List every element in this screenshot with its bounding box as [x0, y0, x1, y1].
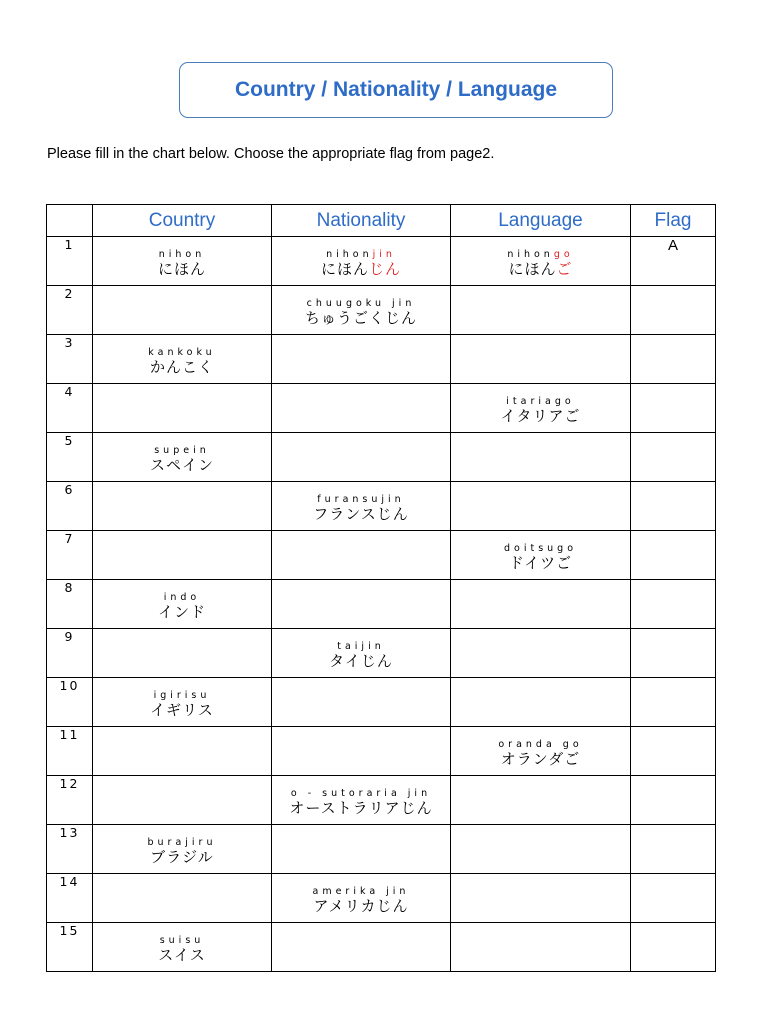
table-row [47, 482, 716, 531]
nationality-cell[interactable] [272, 727, 451, 776]
nationality-kana [272, 899, 450, 914]
language-romaji-suffix: go [553, 249, 574, 260]
flag-cell: A [631, 237, 716, 286]
nationality-cell [272, 874, 451, 923]
language-entry [451, 237, 630, 277]
language-kana-text: オランダご [500, 750, 581, 768]
nationality-entry [272, 776, 450, 816]
table-row [47, 727, 716, 776]
nationality-cell[interactable] [272, 531, 451, 580]
header-nationality: Nationality [272, 205, 451, 237]
nationality-kana-text: タイじん [329, 652, 393, 670]
header-country: Country [93, 205, 272, 237]
nationality-entry [272, 286, 450, 326]
nationality-kana [272, 801, 450, 816]
language-romaji-text: doitsugo [503, 543, 578, 554]
row-number: 7 [47, 531, 93, 580]
flag-cell[interactable] [631, 286, 716, 335]
table-row [47, 923, 716, 972]
flag-cell[interactable] [631, 384, 716, 433]
row-number: 1 [47, 237, 93, 286]
nationality-cell[interactable] [272, 433, 451, 482]
country-kana [93, 948, 271, 963]
nationality-kana-text: オーストラリアじん [289, 799, 433, 817]
row-number: 12 [47, 776, 93, 825]
country-kana [93, 458, 271, 473]
nationality-kana-suffix: じん [369, 260, 402, 278]
flag-cell[interactable] [631, 923, 716, 972]
language-cell[interactable] [451, 776, 631, 825]
row-number: 2 [47, 286, 93, 335]
table-body [47, 237, 716, 972]
country-cell[interactable] [93, 776, 272, 825]
nationality-cell[interactable] [272, 384, 451, 433]
nationality-cell [272, 629, 451, 678]
nationality-cell[interactable] [272, 825, 451, 874]
country-entry [93, 580, 271, 620]
language-kana [451, 409, 630, 424]
country-kana-text: スペイン [149, 456, 214, 474]
flag-cell[interactable] [631, 776, 716, 825]
country-entry [93, 923, 271, 963]
country-cell[interactable] [93, 727, 272, 776]
country-cell[interactable] [93, 874, 272, 923]
country-kana [93, 850, 271, 865]
country-romaji-text: nihon [158, 249, 206, 260]
country-romaji-text: indo [163, 592, 201, 603]
nationality-kana-text: アメリカじん [313, 897, 409, 915]
flag-cell[interactable] [631, 629, 716, 678]
country-cell [93, 433, 272, 482]
flag-cell[interactable] [631, 433, 716, 482]
language-kana [451, 262, 630, 277]
row-number: 14 [47, 874, 93, 923]
country-kana-text: スイス [158, 946, 206, 964]
row-number: 9 [47, 629, 93, 678]
country-entry [93, 335, 271, 375]
language-cell [451, 727, 631, 776]
language-kana-text: イタリアご [500, 407, 581, 425]
language-romaji-text: oranda go [498, 739, 583, 750]
table-row [47, 433, 716, 482]
flag-cell[interactable] [631, 678, 716, 727]
country-cell[interactable] [93, 531, 272, 580]
nationality-cell[interactable] [272, 580, 451, 629]
country-romaji-text: supein [154, 445, 210, 456]
language-cell [451, 384, 631, 433]
country-cell [93, 237, 272, 286]
country-cell[interactable] [93, 286, 272, 335]
country-cell [93, 923, 272, 972]
nationality-kana-text: にほん [320, 260, 369, 278]
language-cell[interactable] [451, 678, 631, 727]
instructions-text: Please fill in the chart below. Choose the appropriate flag from page2. [47, 146, 495, 162]
row-number: 8 [47, 580, 93, 629]
row-number: 3 [47, 335, 93, 384]
nationality-cell [272, 776, 451, 825]
language-cell[interactable] [451, 825, 631, 874]
row-number: 11 [47, 727, 93, 776]
nationality-cell [272, 286, 451, 335]
country-kana-text: ブラジル [150, 848, 214, 866]
row-number: 13 [47, 825, 93, 874]
nationality-cell[interactable] [272, 335, 451, 384]
table-row [47, 874, 716, 923]
nationality-cell[interactable] [272, 678, 451, 727]
country-kana [93, 360, 271, 375]
country-cell [93, 335, 272, 384]
language-entry [451, 384, 630, 424]
language-cell [451, 237, 631, 286]
country-kana-text: イギリス [150, 701, 214, 719]
language-cell[interactable] [451, 629, 631, 678]
nationality-kana [272, 311, 450, 326]
row-number: 15 [47, 923, 93, 972]
language-kana [451, 556, 630, 571]
table-row [47, 237, 716, 286]
country-kana [93, 262, 271, 277]
nationality-romaji-text: chuugoku jin [306, 298, 416, 309]
country-romaji-text: kankoku [148, 347, 216, 358]
header-flag: Flag [631, 205, 716, 237]
country-kana-text: にほん [157, 260, 206, 278]
country-romaji-text: igirisu [153, 690, 211, 701]
country-kana [93, 605, 271, 620]
nationality-kana [272, 654, 450, 669]
language-kana-text: ドイツご [508, 554, 573, 572]
country-cell[interactable] [93, 482, 272, 531]
header-number [47, 205, 93, 237]
nationality-romaji-text: furansujin [317, 494, 405, 505]
nationality-romaji-text: taijin [337, 641, 385, 652]
language-entry [451, 531, 630, 571]
table-row [47, 776, 716, 825]
page-title: Country / Nationality / Language [179, 62, 613, 118]
table-row [47, 335, 716, 384]
flag-cell[interactable] [631, 580, 716, 629]
nationality-cell [272, 237, 451, 286]
country-kana-text: インド [157, 603, 206, 621]
language-romaji-text: itariago [506, 396, 575, 407]
table-row [47, 629, 716, 678]
nationality-romaji-text: amerika jin [312, 886, 410, 897]
country-romaji-text: burajiru [147, 837, 217, 848]
nationality-romaji-suffix: jin [372, 249, 396, 260]
table-row [47, 580, 716, 629]
language-kana-suffix: ご [556, 260, 573, 278]
country-entry [93, 237, 271, 277]
table-header-row [47, 205, 716, 237]
language-cell[interactable] [451, 286, 631, 335]
language-cell[interactable] [451, 335, 631, 384]
language-cell[interactable] [451, 923, 631, 972]
row-number: 10 [47, 678, 93, 727]
nationality-kana [272, 507, 450, 522]
country-entry [93, 825, 271, 865]
nationality-entry [272, 874, 450, 914]
flag-cell[interactable] [631, 335, 716, 384]
country-cell[interactable] [93, 384, 272, 433]
country-cell [93, 580, 272, 629]
country-nationality-language-table [46, 204, 716, 972]
language-entry [451, 727, 630, 767]
language-kana-text: にほん [508, 260, 557, 278]
country-cell[interactable] [93, 629, 272, 678]
language-cell[interactable] [451, 874, 631, 923]
nationality-cell[interactable] [272, 923, 451, 972]
nationality-kana [272, 262, 450, 277]
country-entry [93, 433, 271, 473]
flag-cell[interactable] [631, 727, 716, 776]
flag-cell[interactable] [631, 825, 716, 874]
country-cell [93, 825, 272, 874]
language-romaji-text: nihon [507, 249, 554, 260]
nationality-kana-text: フランスじん [313, 505, 409, 523]
language-kana [451, 752, 630, 767]
country-kana-text: かんこく [149, 358, 214, 376]
row-number: 4 [47, 384, 93, 433]
table-row [47, 825, 716, 874]
table-row [47, 678, 716, 727]
country-kana [93, 703, 271, 718]
language-cell[interactable] [451, 580, 631, 629]
row-number: 6 [47, 482, 93, 531]
nationality-entry [272, 482, 450, 522]
country-entry [93, 678, 271, 718]
flag-cell[interactable] [631, 531, 716, 580]
language-cell[interactable] [451, 482, 631, 531]
nationality-entry [272, 629, 450, 669]
table-row [47, 286, 716, 335]
flag-cell[interactable] [631, 482, 716, 531]
row-number: 5 [47, 433, 93, 482]
table-row [47, 384, 716, 433]
language-cell [451, 531, 631, 580]
header-language: Language [451, 205, 631, 237]
language-cell[interactable] [451, 433, 631, 482]
nationality-romaji-text: o - sutoraria jin [290, 788, 432, 799]
nationality-kana-text: ちゅうごくじん [304, 309, 417, 327]
nationality-entry [272, 237, 450, 277]
nationality-romaji-text: nihon [326, 249, 373, 260]
country-cell [93, 678, 272, 727]
country-romaji-text: suisu [159, 935, 205, 946]
nationality-cell [272, 482, 451, 531]
table-row [47, 531, 716, 580]
flag-cell[interactable] [631, 874, 716, 923]
